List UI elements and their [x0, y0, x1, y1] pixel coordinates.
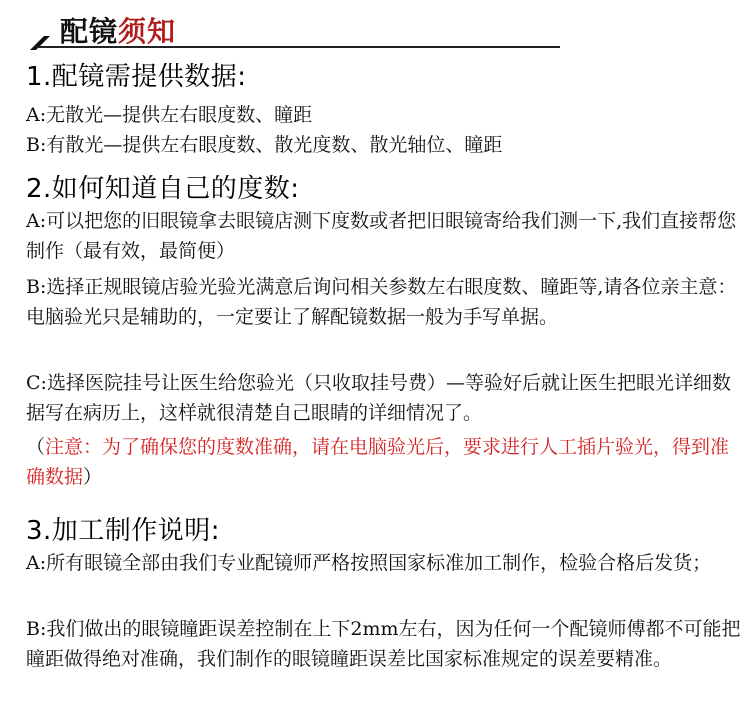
page-title — [60, 10, 176, 50]
section-2-item-c: C:选择医院挂号让医生给您验光（只收取挂号费）—等验好后就让医生把眼光详细数据写在病历上，这样就很清楚自己眼睛的详细情况了。 — [26, 372, 731, 424]
page-title-dark: 配镜 — [60, 15, 119, 48]
note-close-paren: ） — [83, 466, 103, 488]
section-heading-3: 3.加工制作说明: — [26, 516, 221, 546]
section-heading-2: 2.如何知道自己的度数: — [26, 174, 300, 204]
section-2-note — [26, 432, 746, 492]
section-2-item-b: B:选择正规眼镜店验光验光满意后询问相关参数左右眼度数、瞳距等,请各位亲主意：电脑验光只是辅助的，一定要让了解配镜数据一般为手写单据。 — [26, 276, 737, 328]
section-heading-1: 1.配镜需提供数据: — [26, 62, 247, 92]
page-title-red: 须知 — [118, 15, 177, 48]
section-3-item-b: B:我们做出的眼镜瞳距误差控制在上下2mm左右，因为任何一个配镜师傅都不可能把瞳距做得绝对准确，我们制作的眼镜瞳距误差比国家标准规定的误差要精准。 — [26, 618, 741, 670]
section-2-item-a: A:可以把您的旧眼镜拿去眼镜店测下度数或者把旧眼镜寄给我们测一下,我们直接帮您制作（最有效，最简便） — [26, 210, 737, 262]
page-header — [0, 0, 750, 56]
note-text: 注意：为了确保您的度数准确，请在电脑验光后，要求进行人工插片验光，得到准确数据 — [26, 436, 730, 488]
section-1-item-b: B:有散光—提供左右眼度数、散光度数、散光轴位、瞳距 — [26, 134, 503, 156]
note-open-paren: （ — [26, 436, 46, 458]
section-3-item-a: A:所有眼镜全部由我们专业配镜师严格按照国家标准加工制作，检验合格后发货； — [26, 552, 712, 574]
section-1-item-a: A:无散光—提供左右眼度数、瞳距 — [26, 104, 313, 126]
